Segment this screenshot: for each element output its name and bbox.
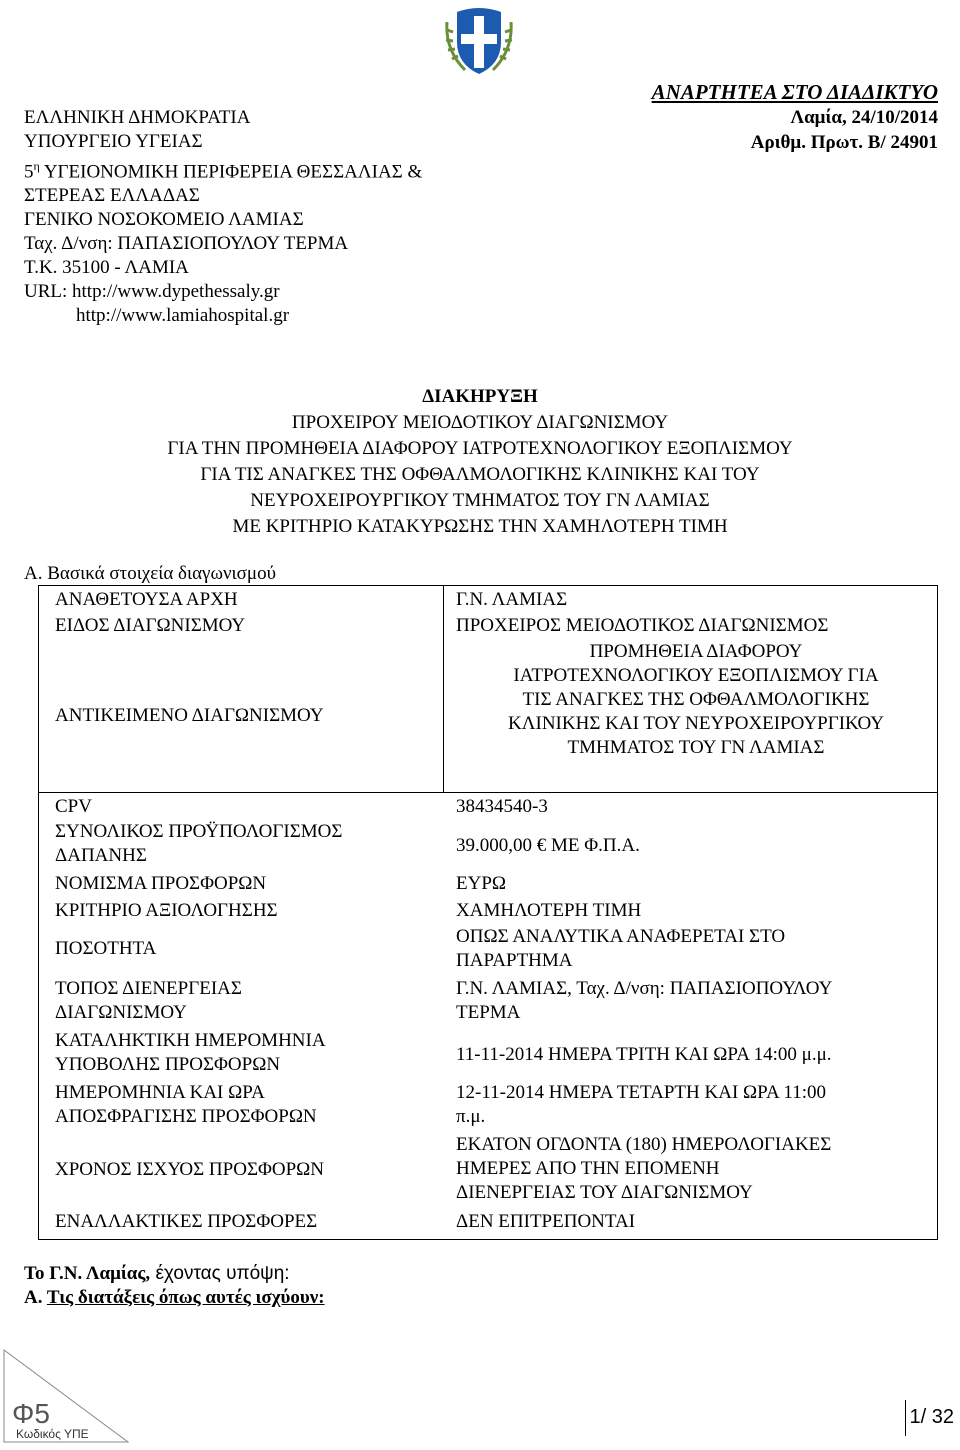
title-line: ΝΕΥΡΟΧΕΙΡΟΥΡΓΙΚΟΥ ΤΜΗΜΑΤΟΣ ΤΟΥ ΓΝ ΛΑΜΙΑΣ xyxy=(250,490,710,511)
value-tender-subject: ΠΡΟΜΗΘΕΙΑ ΔΙΑΦΟΡΟΥ ΙΑΤΡΟΤΕΧΝΟΛΟΓΙΚΟΥ ΕΞΟΠΛΙΣΜΟΥ ΓΙΑ ΤΙΣ ΑΝΑΓΚΕΣ ΤΗΣ ΟΦΘΑΛΜΟΛΟΓΙΚΗΣ ΚΛΙΝΙΚΗΣ ΚΑΙ ΤΟΥ ΝΕΥΡΟΧΕΙΡΟΥΡΓΙΚΟΥ ΤΜΗΜΑΤΟΣ ΤΟΥ ΓΝ ΛΑΜΙΑΣ xyxy=(508,641,884,758)
label-opening-datetime: ΗΜΕΡΟΜΗΝΙΑ ΚΑΙ ΩΡΑ ΑΠΟΣΦΡΑΓΙΣΗΣ ΠΡΟΣΦΟΡΩΝ xyxy=(55,1082,317,1127)
value-alternative-offers: ΔΕΝ ΕΠΙΤΡΕΠΟΝΤΑΙ xyxy=(456,1211,636,1232)
title-line: ΓΙΑ ΤΙΣ ΑΝΑΓΚΕΣ ΤΗΣ ΟΦΘΑΛΜΟΛΟΓΙΚΗΣ ΚΛΙΝΙΚΗΣ ΚΑΙ ΤΟΥ xyxy=(200,464,760,485)
proclamation-title xyxy=(0,384,960,540)
row-divider xyxy=(39,792,937,793)
value-cpv: 38434540-3 xyxy=(456,796,548,817)
postal-address-line: Ταχ. Δ/νση: ΠΑΠΑΣΙΟΠΟΥΛΟΥ ΤΕΡΜΑ xyxy=(24,233,349,255)
title-heading: ΔΙΑΚΗΡΥΞΗ xyxy=(422,386,538,407)
considering-line: Το Γ.Ν. Λαμίας, έχοντας υπόψη: xyxy=(24,1263,290,1284)
label-contracting-authority: ΑΝΑΘΕΤΟΥΣΑ ΑΡΧΗ xyxy=(55,589,238,610)
label-submission-deadline: ΚΑΤΑΛΗΚΤΙΚΗ ΗΜΕΡΟΜΗΝΙΑ ΥΠΟΒΟΛΗΣ ΠΡΟΣΦΟΡΩΝ xyxy=(55,1030,326,1075)
sender-address-block xyxy=(24,106,584,328)
value-contracting-authority: Γ.Ν. ΛΑΜΙΑΣ xyxy=(456,589,568,610)
postal-code-line: Τ.Κ. 35100 - ΛΑΜΙΑ xyxy=(24,257,189,279)
title-line: ΠΡΟΧΕΙΡΟΥ ΜΕΙΟΔΟΤΙΚΟΥ ΔΙΑΓΩΝΙΣΜΟΥ xyxy=(291,412,669,433)
url-line: URL: http://www.dypethessaly.gr xyxy=(24,281,280,303)
page-number-divider xyxy=(905,1400,906,1436)
url-link-lamiahospital[interactable]: http://www.lamiahospital.gr xyxy=(76,305,290,327)
hospital-name-line: ΓΕΝΙΚΟ ΝΟΣΟΚΟΜΕΙΟ ΛΑΜΙΑΣ xyxy=(24,209,304,231)
page-number: 1/ 32 xyxy=(909,1406,954,1428)
value-tender-location: Γ.Ν. ΛΑΜΙΑΣ, Ταχ. Δ/νση: ΠΑΠΑΣΙΟΠΟΥΛΟΥ ΤΕΡΜΑ xyxy=(456,978,833,1023)
value-currency: ΕΥΡΩ xyxy=(456,873,507,894)
value-opening-datetime: 12-11-2014 ΗΜΕΡΑ ΤΕΤΑΡΤΗ ΚΑΙ ΩΡΑ 11:00 π.μ. xyxy=(456,1082,826,1127)
code-stamp-caption: Κωδικός ΥΠΕ xyxy=(16,1427,89,1441)
provisions-line: Α. Τις διατάξεις όπως αυτές ισχύουν: xyxy=(24,1287,325,1308)
title-line: ΓΙΑ ΤΗΝ ΠΡΟΜΗΘΕΙΑ ΔΙΑΦΟΡΟΥ ΙΑΤΡΟΤΕΧΝΟΛΟΓΙΚΟΥ ΕΞΟΠΛΙΣΜΟΥ xyxy=(167,438,793,459)
label-currency: ΝΟΜΙΣΜΑ ΠΡΟΣΦΟΡΩΝ xyxy=(55,873,267,894)
label-tender-location: ΤΟΠΟΣ ΔΙΕΝΕΡΓΕΙΑΣ ΔΙΑΓΩΝΙΣΜΟΥ xyxy=(55,978,242,1023)
online-posting-notice: ΑΝΑΡΤΗΤΕΑ ΣΤΟ ΔΙΑΔΙΚΤΥΟ xyxy=(651,80,938,104)
label-offer-validity: ΧΡΟΝΟΣ ΙΣΧΥΟΣ ΠΡΟΣΦΟΡΩΝ xyxy=(55,1159,325,1180)
region-continuation-line: ΣΤΕΡΕΑΣ ΕΛΛΑΔΑΣ xyxy=(24,185,200,207)
url-link-dypethessaly[interactable]: http://www.dypethessaly.gr xyxy=(72,281,280,303)
closing-text xyxy=(24,1262,325,1310)
label-quantity: ΠΟΣΟΤΗΤΑ xyxy=(55,938,157,959)
document-date: Λαμία, 24/10/2014 xyxy=(790,107,938,128)
label-tender-type: ΕΙΔΟΣ ΔΙΑΓΩΝΙΣΜΟΥ xyxy=(55,615,246,636)
label-alternative-offers: ΕΝΑΛΛΑΚΤΙΚΕΣ ΠΡΟΣΦΟΡΕΣ xyxy=(55,1211,318,1232)
republic-line: ΕΛΛΗΝΙΚΗ ΔΗΜΟΚΡΑΤΙΑ xyxy=(24,107,251,128)
label-tender-subject: ΑΝΤΙΚΕΙΜΕΝΟ ΔΙΑΓΩΝΙΣΜΟΥ xyxy=(55,705,324,726)
ministry-line: ΥΠΟΥΡΓΕΙΟ ΥΓΕΙΑΣ xyxy=(24,131,203,152)
value-quantity: ΟΠΩΣ ΑΝΑΛΥΤΙΚΑ ΑΝΑΦΕΡΕΤΑΙ ΣΤΟ ΠΑΡΑΡΤΗΜΑ xyxy=(456,926,786,971)
value-total-budget: 39.000,00 € ΜΕ Φ.Π.Α. xyxy=(456,835,640,856)
section-a-heading: Α. Βασικά στοιχεία διαγωνισμού xyxy=(24,563,276,584)
title-line: ΜΕ ΚΡΙΤΗΡΙΟ ΚΑΤΑΚΥΡΩΣΗΣ ΤΗΝ ΧΑΜΗΛΟΤΕΡΗ ΤΙΜΗ xyxy=(232,516,728,537)
label-cpv: CPV xyxy=(55,796,92,817)
column-divider xyxy=(443,586,444,792)
tender-details-table xyxy=(38,585,938,1240)
value-evaluation-criterion: ΧΑΜΗΛΟΤΕΡΗ ΤΙΜΗ xyxy=(456,900,642,921)
label-total-budget: ΣΥΝΟΛΙΚΟΣ ΠΡΟΫΠΟΛΟΓΙΣΜΟΣ ΔΑΠΑΝΗΣ xyxy=(55,821,343,866)
protocol-number: Αριθμ. Πρωτ. Β/ 24901 xyxy=(750,132,938,153)
header-right xyxy=(620,80,938,155)
label-evaluation-criterion: ΚΡΙΤΗΡΙΟ ΑΞΙΟΛΟΓΗΣΗΣ xyxy=(55,900,278,921)
greek-coat-of-arms-emblem xyxy=(443,2,515,76)
value-tender-type: ΠΡΟΧΕΙΡΟΣ ΜΕΙΟΔΟΤΙΚΟΣ ΔΙΑΓΩΝΙΣΜΟΣ xyxy=(456,615,829,636)
value-offer-validity: ΕΚΑΤΟΝ ΟΓΔΟΝΤΑ (180) ΗΜΕΡΟΛΟΓΙΑΚΕΣ ΗΜΕΡΕΣ ΑΠΟ ΤΗΝ ΕΠΟΜΕΝΗ ΔΙΕΝΕΡΓΕΙΑΣ ΤΟΥ ΔΙΑΓΩΝΙΣΜΟΥ xyxy=(456,1134,832,1203)
code-stamp-label: Φ5 xyxy=(12,1398,50,1429)
health-region-line: $5^\eta$ ΥΓΕΙΟΝΟΜΙΚΗ ΠΕΡΙΦΕΡΕΙΑ ΘΕΣΣΑΛΙΑΣ & xyxy=(24,159,423,183)
value-submission-deadline: 11-11-2014 ΗΜΕΡΑ ΤΡΙΤΗ ΚΑΙ ΩΡΑ 14:00 μ.μ. xyxy=(456,1044,832,1065)
